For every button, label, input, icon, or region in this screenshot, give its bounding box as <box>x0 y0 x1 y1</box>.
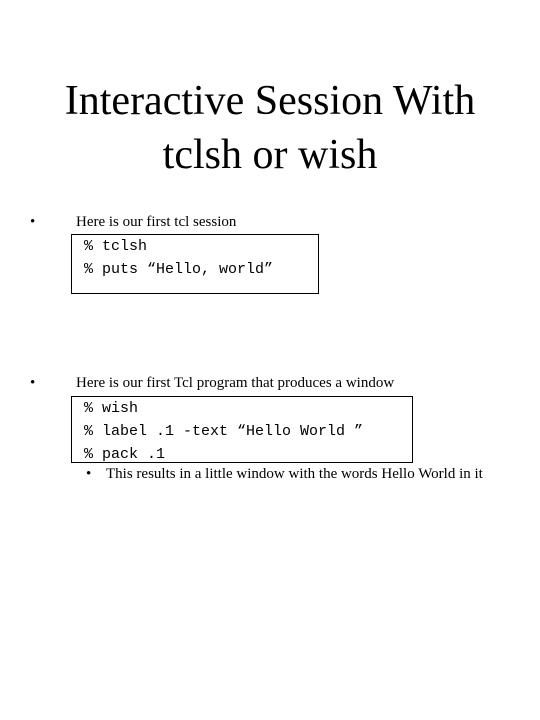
sub-bullet-text: This results in a little window with the words Hello World in it <box>106 466 483 482</box>
code-line: % pack .1 <box>84 446 166 463</box>
bullet-2-marker: • <box>30 375 36 391</box>
code-line: % wish <box>84 400 139 417</box>
code-line: % label .1 -text “Hello World ” <box>84 423 364 440</box>
slide-title <box>0 74 540 182</box>
title-line-2: tclsh or wish <box>162 132 378 178</box>
code-line: % puts “Hello, world” <box>84 261 274 278</box>
bullet-2-text: Here is our first Tcl program that produces a window <box>76 375 395 391</box>
code-block-1 <box>71 234 319 294</box>
code-line: % tclsh <box>84 238 148 255</box>
bullet-1-marker: • <box>30 214 36 230</box>
title-line-1: Interactive Session With <box>64 78 476 124</box>
bullet-1-text: Here is our first tcl session <box>76 214 237 230</box>
sub-bullet-marker: • <box>86 466 92 482</box>
code-block-2 <box>71 396 413 463</box>
